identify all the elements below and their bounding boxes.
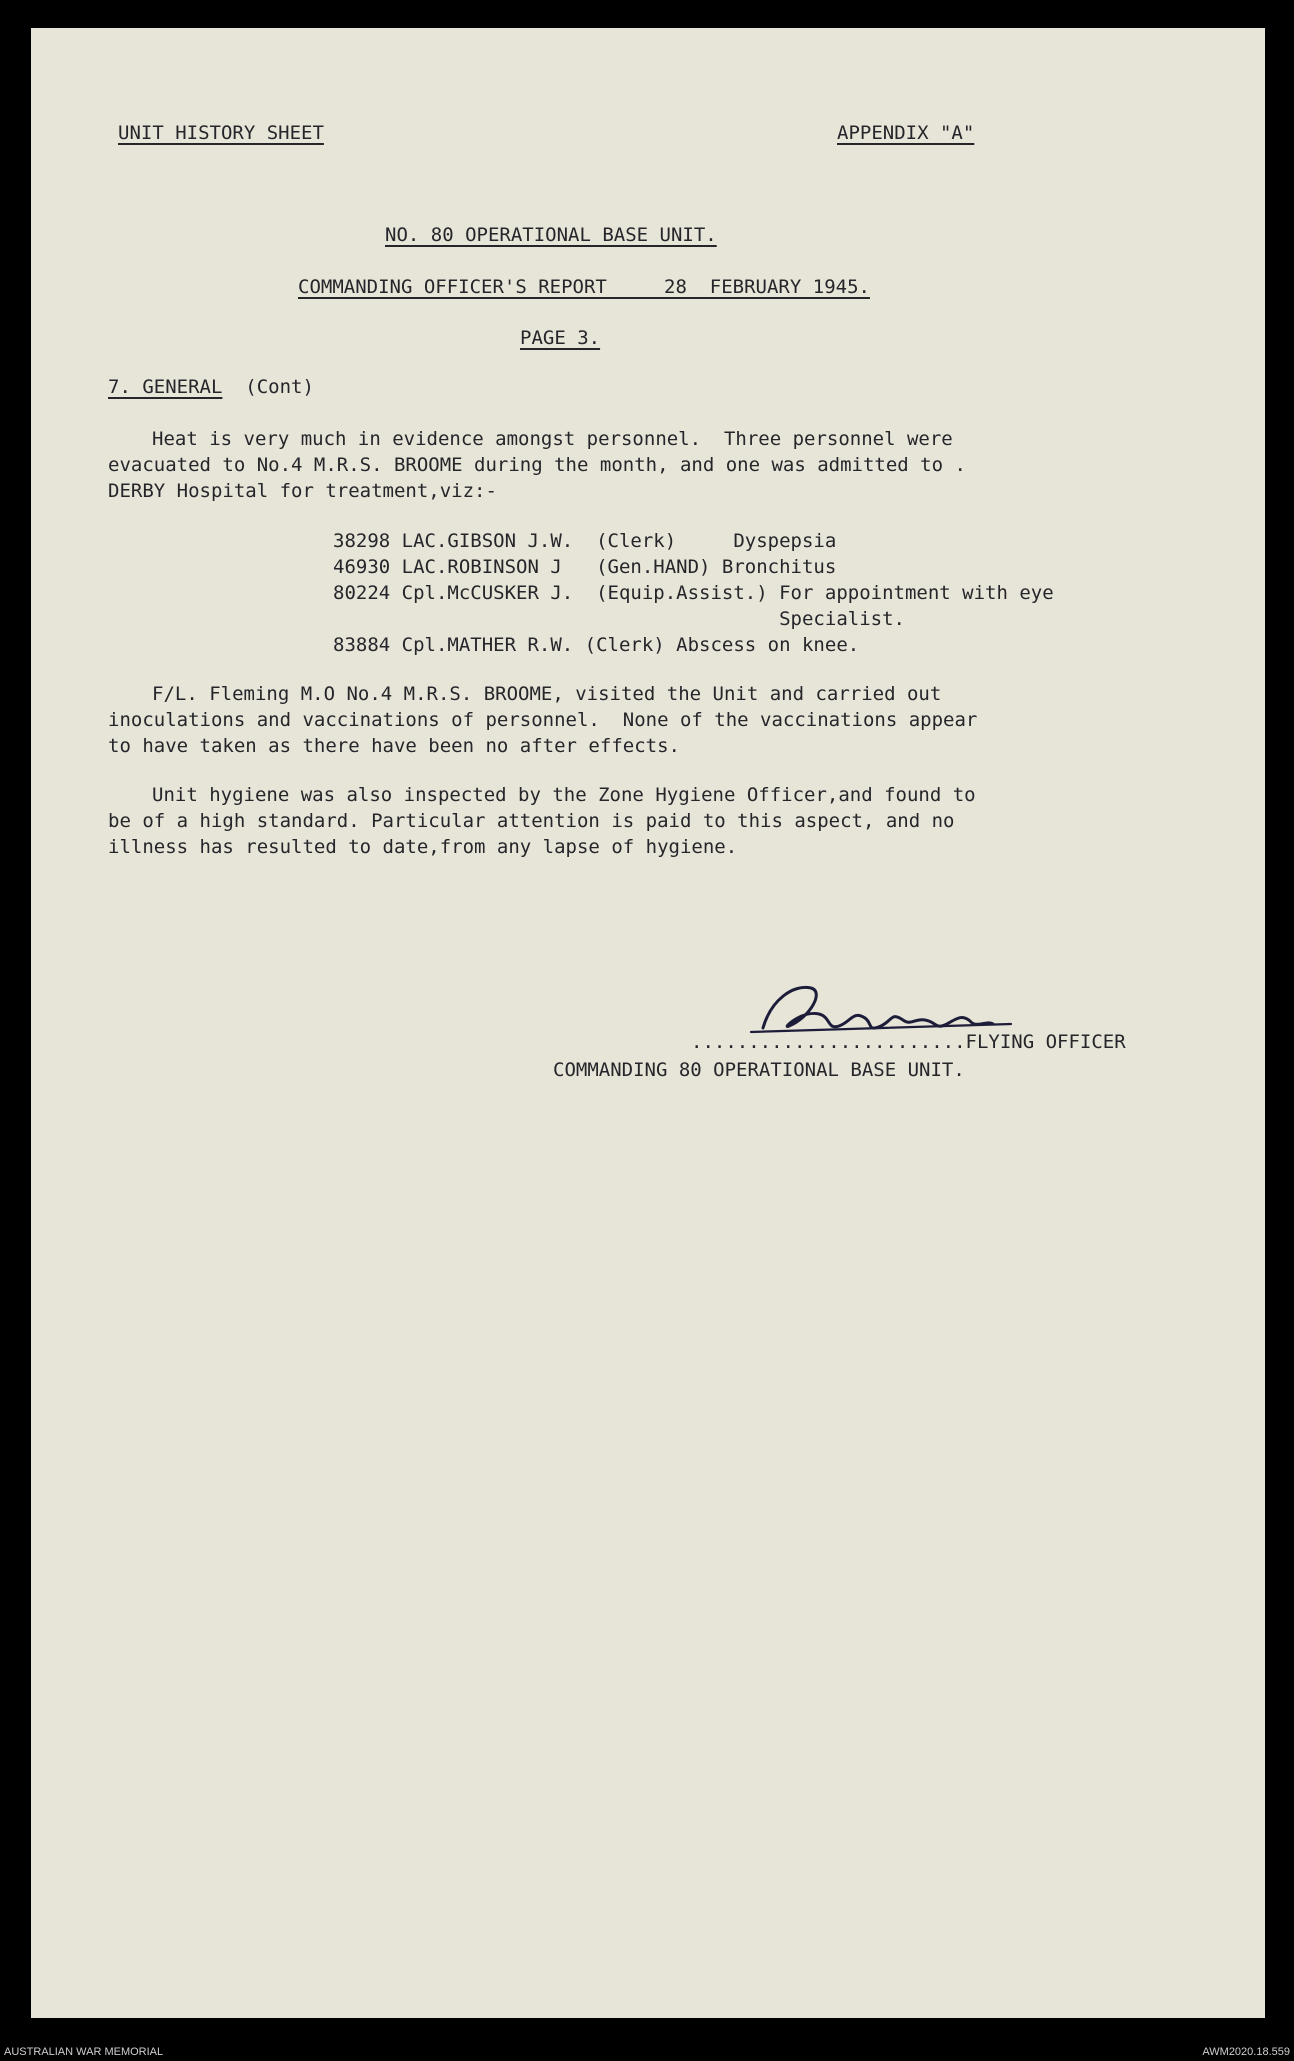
paragraph-hygiene-line-2: be of a high standard. Particular attention is paid to this aspect, and no <box>108 810 955 832</box>
handwritten-signature <box>741 970 1041 1050</box>
header-appendix: APPENDIX "A" <box>837 122 975 144</box>
paragraph-heat-line-3: DERBY Hospital for treatment,viz:- <box>108 480 497 502</box>
unit-title: NO. 80 OPERATIONAL BASE UNIT. <box>385 224 717 246</box>
footer-left: AUSTRALIAN WAR MEMORIAL <box>4 2046 164 2058</box>
section-cont: (Cont) <box>245 376 314 398</box>
section-heading <box>108 374 314 400</box>
personnel-row: 83884 Cpl.MATHER R.W. (Clerk) Abscess on knee. <box>333 634 860 656</box>
paragraph-fleming-line-2: inoculations and vaccinations of personnel. None of the vaccinations appear <box>108 709 978 731</box>
personnel-row: 46930 LAC.ROBINSON J (Gen.HAND) Bronchitus <box>333 556 837 578</box>
page-number: PAGE 3. <box>520 327 601 349</box>
signature-title: COMMANDING 80 OPERATIONAL BASE UNIT. <box>553 1059 965 1081</box>
signature-line: ........................FLYING OFFICER <box>691 1031 1126 1053</box>
personnel-row: 38298 LAC.GIBSON J.W. (Clerk) Dyspepsia <box>333 530 837 552</box>
paragraph-hygiene-line-1: Unit hygiene was also inspected by the Zone Hygiene Officer,and found to <box>152 784 976 806</box>
document-page <box>31 28 1265 2018</box>
header-unit-history-sheet: UNIT HISTORY SHEET <box>118 122 324 144</box>
section-title: 7. GENERAL <box>108 376 223 398</box>
paragraph-heat-line-2: evacuated to No.4 M.R.S. BROOME during the month, and one was admitted to . <box>108 454 966 476</box>
paragraph-heat-line-1: Heat is very much in evidence amongst personnel. Three personnel were <box>152 428 953 450</box>
report-title: COMMANDING OFFICER'S REPORT 28 FEBRUARY 1945. <box>298 276 870 298</box>
footer-right: AWM2020.18.559 <box>1202 2046 1290 2058</box>
personnel-row-continued: Specialist. <box>333 608 905 630</box>
paragraph-hygiene-line-3: illness has resulted to date,from any lapse of hygiene. <box>108 836 738 858</box>
paragraph-fleming-line-3: to have taken as there have been no after effects. <box>108 735 680 757</box>
personnel-row: 80224 Cpl.McCUSKER J. (Equip.Assist.) For appointment with eye <box>333 582 1054 604</box>
paragraph-fleming-line-1: F/L. Fleming M.O No.4 M.R.S. BROOME, visited the Unit and carried out <box>152 683 942 705</box>
